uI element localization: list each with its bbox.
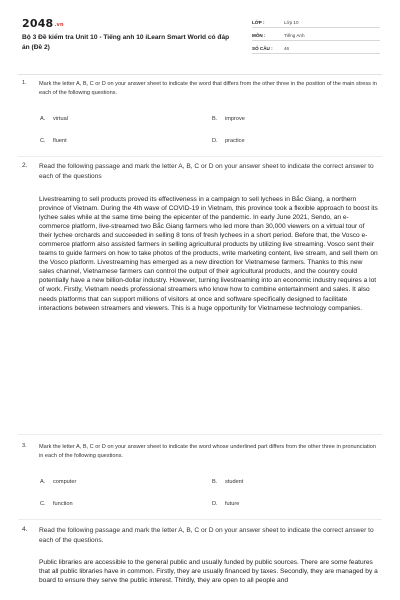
question-text: Mark the letter A, B, C or D on your answer sheet to indicate the word whose underlined part differs from the other three in pronunciation in each of the following questions. bbox=[39, 444, 376, 460]
document-header bbox=[0, 0, 400, 78]
option-b[interactable]: B. improve bbox=[212, 116, 245, 122]
question-text: Mark the letter A, B, C or D on your answer sheet to indicate the word that differs from the other three in the position of the main stress in each of the following questions. bbox=[39, 81, 377, 97]
meta-label: MÔN : bbox=[252, 33, 266, 38]
option-b[interactable]: B. student bbox=[212, 479, 244, 485]
meta-value: 46 bbox=[284, 46, 290, 51]
question-number: 1. bbox=[22, 80, 27, 86]
question-4 bbox=[22, 526, 380, 546]
page-title: Bộ 3 Đề kiểm tra Unit 10 - Tiếng anh 10 iLearn Smart World có đáp án (Đề 2) bbox=[22, 34, 230, 51]
question-number: 4. bbox=[22, 526, 28, 533]
reading-passage: Livestreaming to sell products proved its effectiveness in a campaign to sell lychees in Bắc Giang, a northern province of Vietnam. During the 4th wave of COVID-19 in Vietnam, this province took a flexible approach to boost its lychee sales while at the same time being the epicenter of the pandemic. In early June 2021, Sendo, an e-commerce platform, live-streamed two Bắc Giang farmers who led more than 30,000 viewers on a virtual tour of their lychee orchards and succeeded in selling 8 tons of fresh lychees in a short period. Before that, the Vosco e-commerce platform also assisted farmers in selling agricultural products by utilizing live streaming. Vosco sent their teams to guide farmers on how to take photos of the products, write marketing content, live stream, and sell them on the Vosco platform. Livestreaming has emerged as a new direction for Vietnamese farmers. Thanks to this new sales channel, Vietnamese farmers can control the output of their agricultural products, and the country could potentially have a new billion-dollar industry. However, turning livestreaming into an economic industry requires a lot of work. Firstly, Vietnam needs professional streamers who know how to combine entertainment and sales. It also needs platforms that can support millions of visitors at once and software specifically designed to facilitate interactions between streamers and viewers. This is a huge opportunity for Vietnamese technology companies. bbox=[39, 196, 378, 312]
meta-value: Lớp 10 bbox=[284, 20, 299, 25]
meta-label: LỚP : bbox=[252, 20, 265, 25]
option-c[interactable]: C. fluent bbox=[40, 138, 67, 144]
option-d[interactable]: D. future bbox=[212, 501, 240, 507]
question-divider bbox=[18, 519, 382, 520]
question-number: 3. bbox=[22, 443, 27, 449]
site-logo[interactable] bbox=[22, 17, 64, 30]
logo-suffix: .vn bbox=[54, 22, 64, 28]
question-text: Read the following passage and mark the letter A, B, C or D on your answer sheet to indicate the correct answer to each of the questions. bbox=[39, 527, 374, 544]
meta-row-class bbox=[252, 16, 380, 28]
meta-row-subject bbox=[252, 29, 380, 41]
meta-value: Tiếng Anh bbox=[284, 33, 305, 38]
question-number: 2. bbox=[22, 162, 28, 169]
logo-text: 2048 bbox=[22, 17, 54, 30]
question-divider bbox=[18, 156, 382, 157]
question-divider bbox=[18, 434, 382, 435]
meta-row-count bbox=[252, 42, 380, 54]
question-2 bbox=[22, 162, 380, 182]
meta-panel bbox=[252, 16, 380, 55]
option-d[interactable]: D. practice bbox=[212, 138, 245, 144]
option-a[interactable]: A. computer bbox=[40, 479, 77, 485]
reading-passage: Public libraries are accessible to the general public and usually funded by public sources. There are some features that all public libraries have in common. Firstly, they are usually financed by taxes. Secondly, they are managed by a board to ensure they serve the public interest. Thirdly, they are open to all people and bbox=[39, 559, 378, 585]
question-3 bbox=[22, 443, 380, 462]
header-divider bbox=[18, 74, 382, 75]
question-text: Read the following passage and mark the letter A, B, C or D on your answer sheet to indicate the correct answer to each of the questions bbox=[39, 163, 374, 180]
question-1 bbox=[22, 80, 380, 99]
meta-label: SỐ CÂU : bbox=[252, 46, 273, 51]
option-a[interactable]: A. virtual bbox=[40, 116, 68, 122]
option-c[interactable]: C. function bbox=[40, 501, 73, 507]
